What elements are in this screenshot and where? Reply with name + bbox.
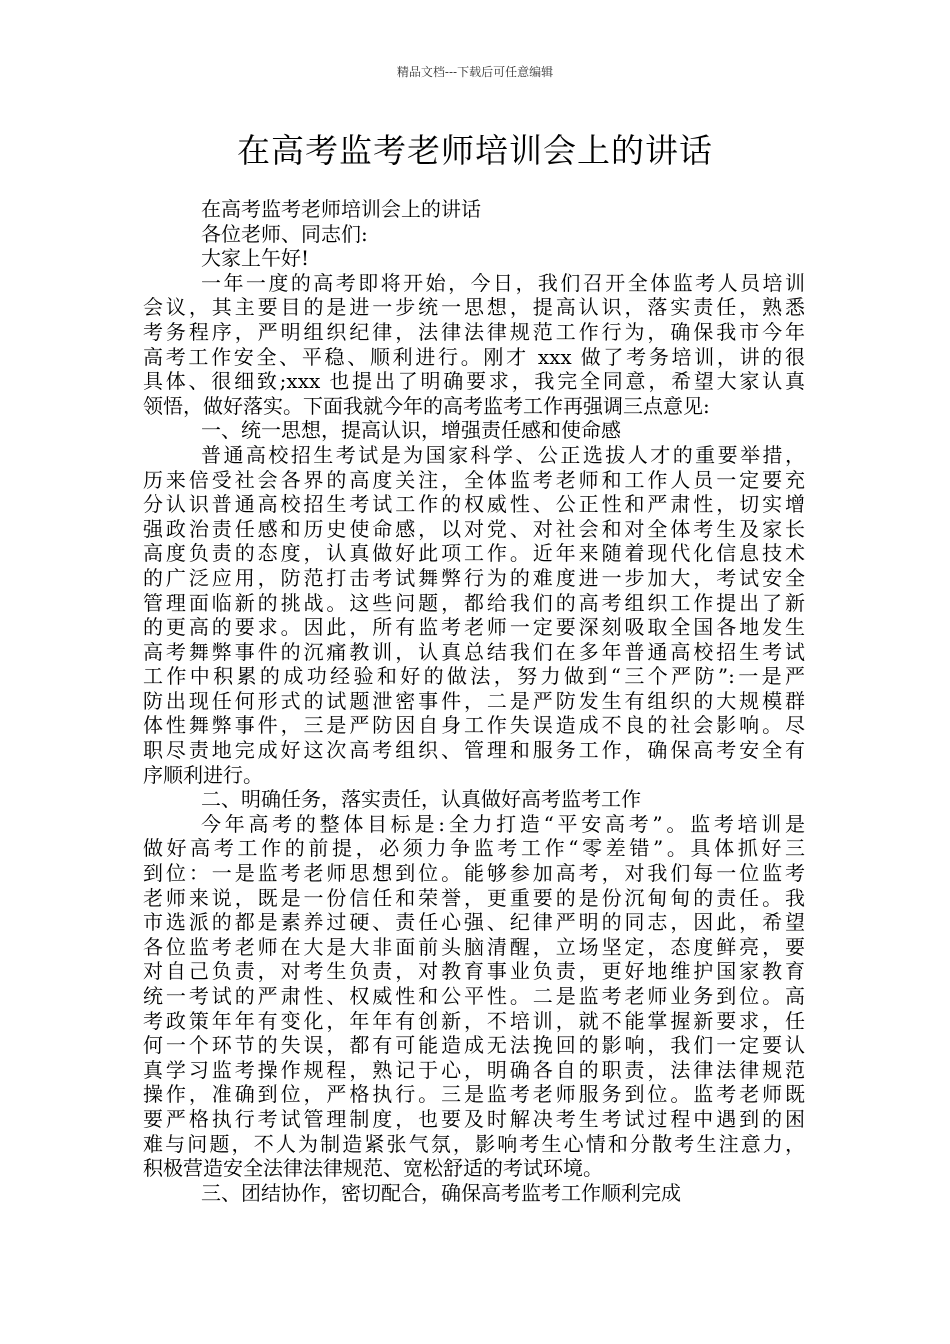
text-line: 到位：一是监考老师思想到位。能够参加高考，对我们每一位监考 — [143, 861, 805, 886]
text-line: 各位老师、同志们: — [201, 221, 368, 246]
text-line: 分认识普通高校招生考试工作的权威性、公正性和严肃性，切实增 — [143, 492, 805, 517]
text-line: 统一考试的严肃性、权威性和公平性。二是监考老师业务到位。高 — [143, 984, 805, 1008]
text-line: 要严格执行考试管理制度，也要及时解决考生考试过程中遇到的困 — [143, 1106, 805, 1131]
text-line: 真学习监考操作规程，熟记于心，明确各自的职责，法律法律规范 — [143, 1057, 805, 1082]
text-line: 难与问题，不人为制造紧张气氛，影响考生心情和分散考生注意力， — [143, 1131, 805, 1156]
header-note: 精品文档---下载后可任意编辑 — [396, 65, 554, 79]
text-line: 考务程序，严明组织纪律，法律法律规范工作行为，确保我市今年 — [143, 319, 805, 344]
text-line: 历来倍受社会各界的高度关注，全体监考老师和工作人员一定要充 — [143, 467, 805, 492]
text-line: 工作中积累的成功经验和好的做法，努力做到“三个严防”:一是严 — [143, 664, 805, 689]
text-line: 何一个环节的失误，都有可能造成无法挽回的影响，我们一定要认 — [143, 1033, 805, 1058]
text-line: 的广泛应用，防范打击考试舞弊行为的难度进一步加大，考试安全 — [143, 565, 805, 590]
text-line: 三、团结协作，密切配合，确保高考监考工作顺利完成 — [201, 1180, 681, 1205]
text-line: 积极营造安全法律法律规范、宽松舒适的考试环境。 — [143, 1156, 603, 1181]
text-line: 一、统一思想，提高认识，增强责任感和使命感 — [201, 418, 621, 443]
text-line: 高考工作安全、平稳、顺利进行。刚才 xxx 做了考务培训，讲的很 — [143, 344, 805, 369]
text-line: 普通高校招生考试是为国家科学、公正选拔人才的重要举措， — [201, 442, 805, 467]
text-line: 高度负责的态度，认真做好此项工作。近年来随着现代化信息技术 — [143, 541, 805, 566]
text-line: 二、明确任务，落实责任，认真做好高考监考工作 — [201, 787, 641, 812]
text-line: 一年一度的高考即将开始，今日，我们召开全体监考人员培训 — [201, 270, 805, 295]
text-line: 做好高考工作的前提，必须力争监考工作“零差错”。具体抓好三 — [143, 836, 805, 861]
text-line: 管理面临新的挑战。这些问题，都给我们的高考组织工作提出了新 — [143, 590, 805, 615]
text-line: 操作，准确到位，严格执行。三是监考老师服务到位。监考老师既 — [143, 1082, 805, 1107]
text-line: 序顺利进行。 — [143, 762, 263, 787]
document-title: 在高考监考老师培训会上的讲话 — [237, 131, 713, 170]
text-line: 的更高的要求。因此，所有监考老师一定要深刻吸取全国各地发生 — [143, 615, 805, 640]
text-line: 会议，其主要目的是进一步统一思想，提高认识，落实责任，熟悉 — [143, 295, 805, 320]
text-line: 高考舞弊事件的沉痛教训，认真总结我们在多年普通高校招生考试 — [143, 639, 805, 664]
text-line: 职尽责地完成好这次高考组织、管理和服务工作，确保高考安全有 — [143, 738, 805, 763]
text-line: 市选派的都是素养过硬、责任心强、纪律严明的同志，因此，希望 — [143, 910, 805, 935]
text-line: 考政策年年有变化，年年有创新，不培训，就不能掌握新要求，任 — [143, 1008, 805, 1033]
text-line: 具体、很细致;xxx 也提出了明确要求，我完全同意，希望大家认真 — [143, 369, 805, 394]
text-line: 大家上午好! — [201, 246, 310, 271]
text-line: 各位监考老师在大是大非面前头脑清醒，立场坚定，态度鲜亮，要 — [143, 934, 805, 959]
text-line: 防出现任何形式的试题泄密事件，二是严防发生有组织的大规模群 — [143, 688, 805, 713]
text-line: 强政治责任感和历史使命感，以对党、对社会和对全体考生及家长 — [143, 516, 805, 541]
text-line: 老师来说，既是一份信任和荣誉，更重要的是份沉甸甸的责任。我 — [143, 885, 805, 910]
document-body — [143, 197, 805, 1205]
text-line: 对自己负责，对考生负责，对教育事业负责，更好地维护国家教育 — [143, 959, 805, 984]
text-line: 体性舞弊事件，三是严防因自身工作失误造成不良的社会影响。尽 — [143, 713, 805, 738]
text-line: 在高考监考老师培训会上的讲话 — [201, 197, 481, 221]
text-line: 领悟，做好落实。下面我就今年的高考监考工作再强调三点意见: — [143, 393, 710, 418]
text-line: 今年高考的整体目标是:全力打造“平安高考”。监考培训是 — [201, 811, 805, 836]
